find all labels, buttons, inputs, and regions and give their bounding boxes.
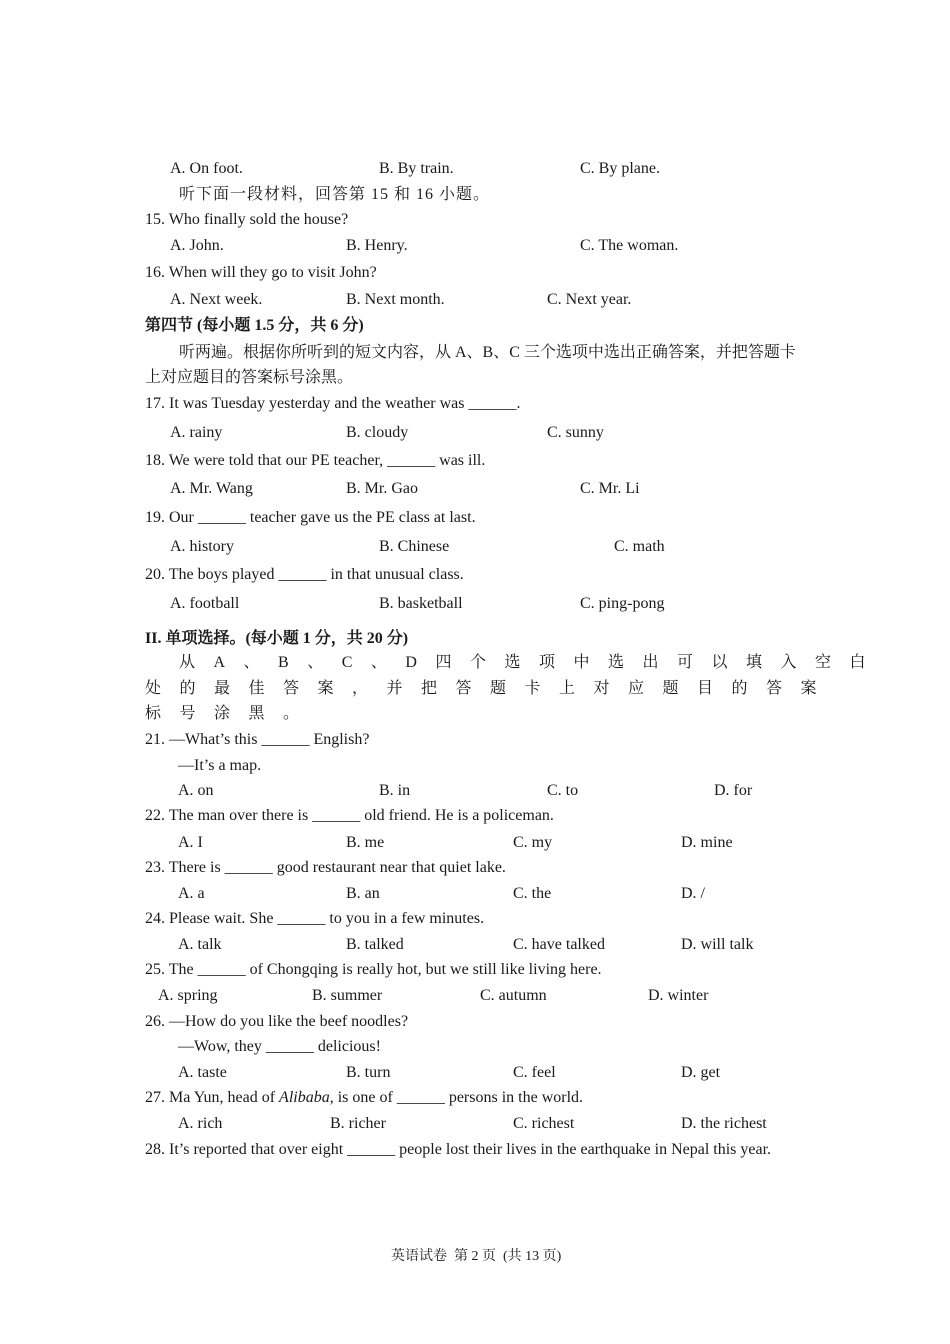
q24-option-a: A. talk xyxy=(178,936,222,953)
q19-stem: 19. Our ______ teacher gave us the PE class at last. xyxy=(145,509,476,526)
q21-option-c: C. to xyxy=(547,782,579,799)
q24-stem: 24. Please wait. She ______ to you in a few minutes. xyxy=(145,910,485,927)
q27-stem-part1: 27. Ma Yun, head of xyxy=(145,1089,280,1106)
q14-option-a: A. On foot. xyxy=(170,160,243,177)
q27-stem-italic: Alibaba xyxy=(279,1089,330,1106)
q23-stem: 23. There is ______ good restaurant near that quiet lake. xyxy=(145,859,506,876)
section4-title: 第四节 (每小题 1.5 分，共 6 分) xyxy=(145,317,364,334)
q16-option-c: C. Next year. xyxy=(547,291,632,308)
part2-instruction-line3: 标号涂黑。 xyxy=(145,705,318,722)
q15-stem: 15. Who finally sold the house? xyxy=(145,211,349,228)
q19-option-a: A. history xyxy=(170,538,234,555)
q26-option-d: D. get xyxy=(681,1064,721,1081)
q24-option-c: C. have talked xyxy=(513,936,605,953)
q27-stem-part3: , is one of ______ persons in the world. xyxy=(329,1089,584,1106)
q22-option-c: C. my xyxy=(513,834,553,851)
q25-stem: 25. The ______ of Chongqing is really hot, but we still like living here. xyxy=(145,961,602,978)
q26-option-c: C. feel xyxy=(513,1064,556,1081)
q18-option-a: A. Mr. Wang xyxy=(170,480,253,497)
q22-option-d: D. mine xyxy=(681,834,733,851)
q23-option-b: B. an xyxy=(346,885,380,902)
q25-option-a: A. spring xyxy=(158,987,218,1004)
q18-option-c: C. Mr. Li xyxy=(580,480,640,497)
q15-option-b: B. Henry. xyxy=(346,237,408,254)
q20-option-b: B. basketball xyxy=(379,595,463,612)
q16-option-a: A. Next week. xyxy=(170,291,263,308)
section4-instruction-line1: 听两遍。根据你所听到的短文内容，从 A、B、C 三个选项中选出正确答案，并把答题卡 xyxy=(179,344,796,361)
q20-stem: 20. The boys played ______ in that unusual class. xyxy=(145,566,464,583)
part2-instruction-line2: 处的最佳答案，并把答题卡上对应题目的答案 xyxy=(145,680,836,697)
q26-option-b: B. turn xyxy=(346,1064,391,1081)
q21-reply: —It’s a map. xyxy=(178,757,262,774)
q20-option-c: C. ping-pong xyxy=(580,595,665,612)
q15-option-c: C. The woman. xyxy=(580,237,679,254)
q27-stem xyxy=(145,1088,583,1108)
q24-option-d: D. will talk xyxy=(681,936,754,953)
q17-stem: 17. It was Tuesday yesterday and the weather was ______. xyxy=(145,395,521,412)
page-footer: 英语试卷 第 2 页 (共 13 页) xyxy=(391,1249,562,1264)
q21-option-d: D. for xyxy=(714,782,753,799)
section4-instruction-line2: 上对应题目的答案标号涂黑。 xyxy=(145,369,354,386)
q22-stem: 22. The man over there is ______ old friend. He is a policeman. xyxy=(145,807,554,824)
q21-option-a: A. on xyxy=(178,782,214,799)
part2-title: II. 单项选择。(每小题 1 分，共 20 分) xyxy=(145,630,409,647)
q23-option-a: A. a xyxy=(178,885,205,902)
q17-option-c: C. sunny xyxy=(547,424,604,441)
q19-option-c: C. math xyxy=(614,538,665,555)
q27-option-d: D. the richest xyxy=(681,1115,767,1132)
q24-option-b: B. talked xyxy=(346,936,404,953)
q18-stem: 18. We were told that our PE teacher, ______ was ill. xyxy=(145,452,486,469)
q14-option-b: B. By train. xyxy=(379,160,454,177)
q23-option-d: D. / xyxy=(681,885,705,902)
q25-option-d: D. winter xyxy=(648,987,709,1004)
q17-option-a: A. rainy xyxy=(170,424,223,441)
q18-option-b: B. Mr. Gao xyxy=(346,480,418,497)
q21-stem: 21. —What’s this ______ English? xyxy=(145,731,370,748)
q26-stem: 26. —How do you like the beef noodles? xyxy=(145,1013,409,1030)
part2-instruction-line1: 从A、B、C、D四个选项中选出可以填入空白 xyxy=(179,654,884,671)
q27-option-a: A. rich xyxy=(178,1115,223,1132)
q23-option-c: C. the xyxy=(513,885,552,902)
q26-option-a: A. taste xyxy=(178,1064,227,1081)
q22-option-b: B. me xyxy=(346,834,385,851)
q21-option-b: B. in xyxy=(379,782,411,799)
q28-stem: 28. It’s reported that over eight ______ people lost their lives in the earthquake in Nepal this year. xyxy=(145,1141,772,1158)
q15-option-a: A. John. xyxy=(170,237,224,254)
q25-option-c: C. autumn xyxy=(480,987,547,1004)
q16-stem: 16. When will they go to visit John? xyxy=(145,264,377,281)
q14-option-c: C. By plane. xyxy=(580,160,660,177)
q16-option-b: B. Next month. xyxy=(346,291,445,308)
q25-option-b: B. summer xyxy=(312,987,383,1004)
q22-option-a: A. I xyxy=(178,834,203,851)
q17-option-b: B. cloudy xyxy=(346,424,409,441)
q19-option-b: B. Chinese xyxy=(379,538,450,555)
q27-option-b: B. richer xyxy=(330,1115,386,1132)
q27-option-c: C. richest xyxy=(513,1115,575,1132)
instruction-15-16: 听下面一段材料，回答第 15 和 16 小题。 xyxy=(179,186,491,203)
q26-reply: —Wow, they ______ delicious! xyxy=(178,1038,381,1055)
q20-option-a: A. football xyxy=(170,595,240,612)
